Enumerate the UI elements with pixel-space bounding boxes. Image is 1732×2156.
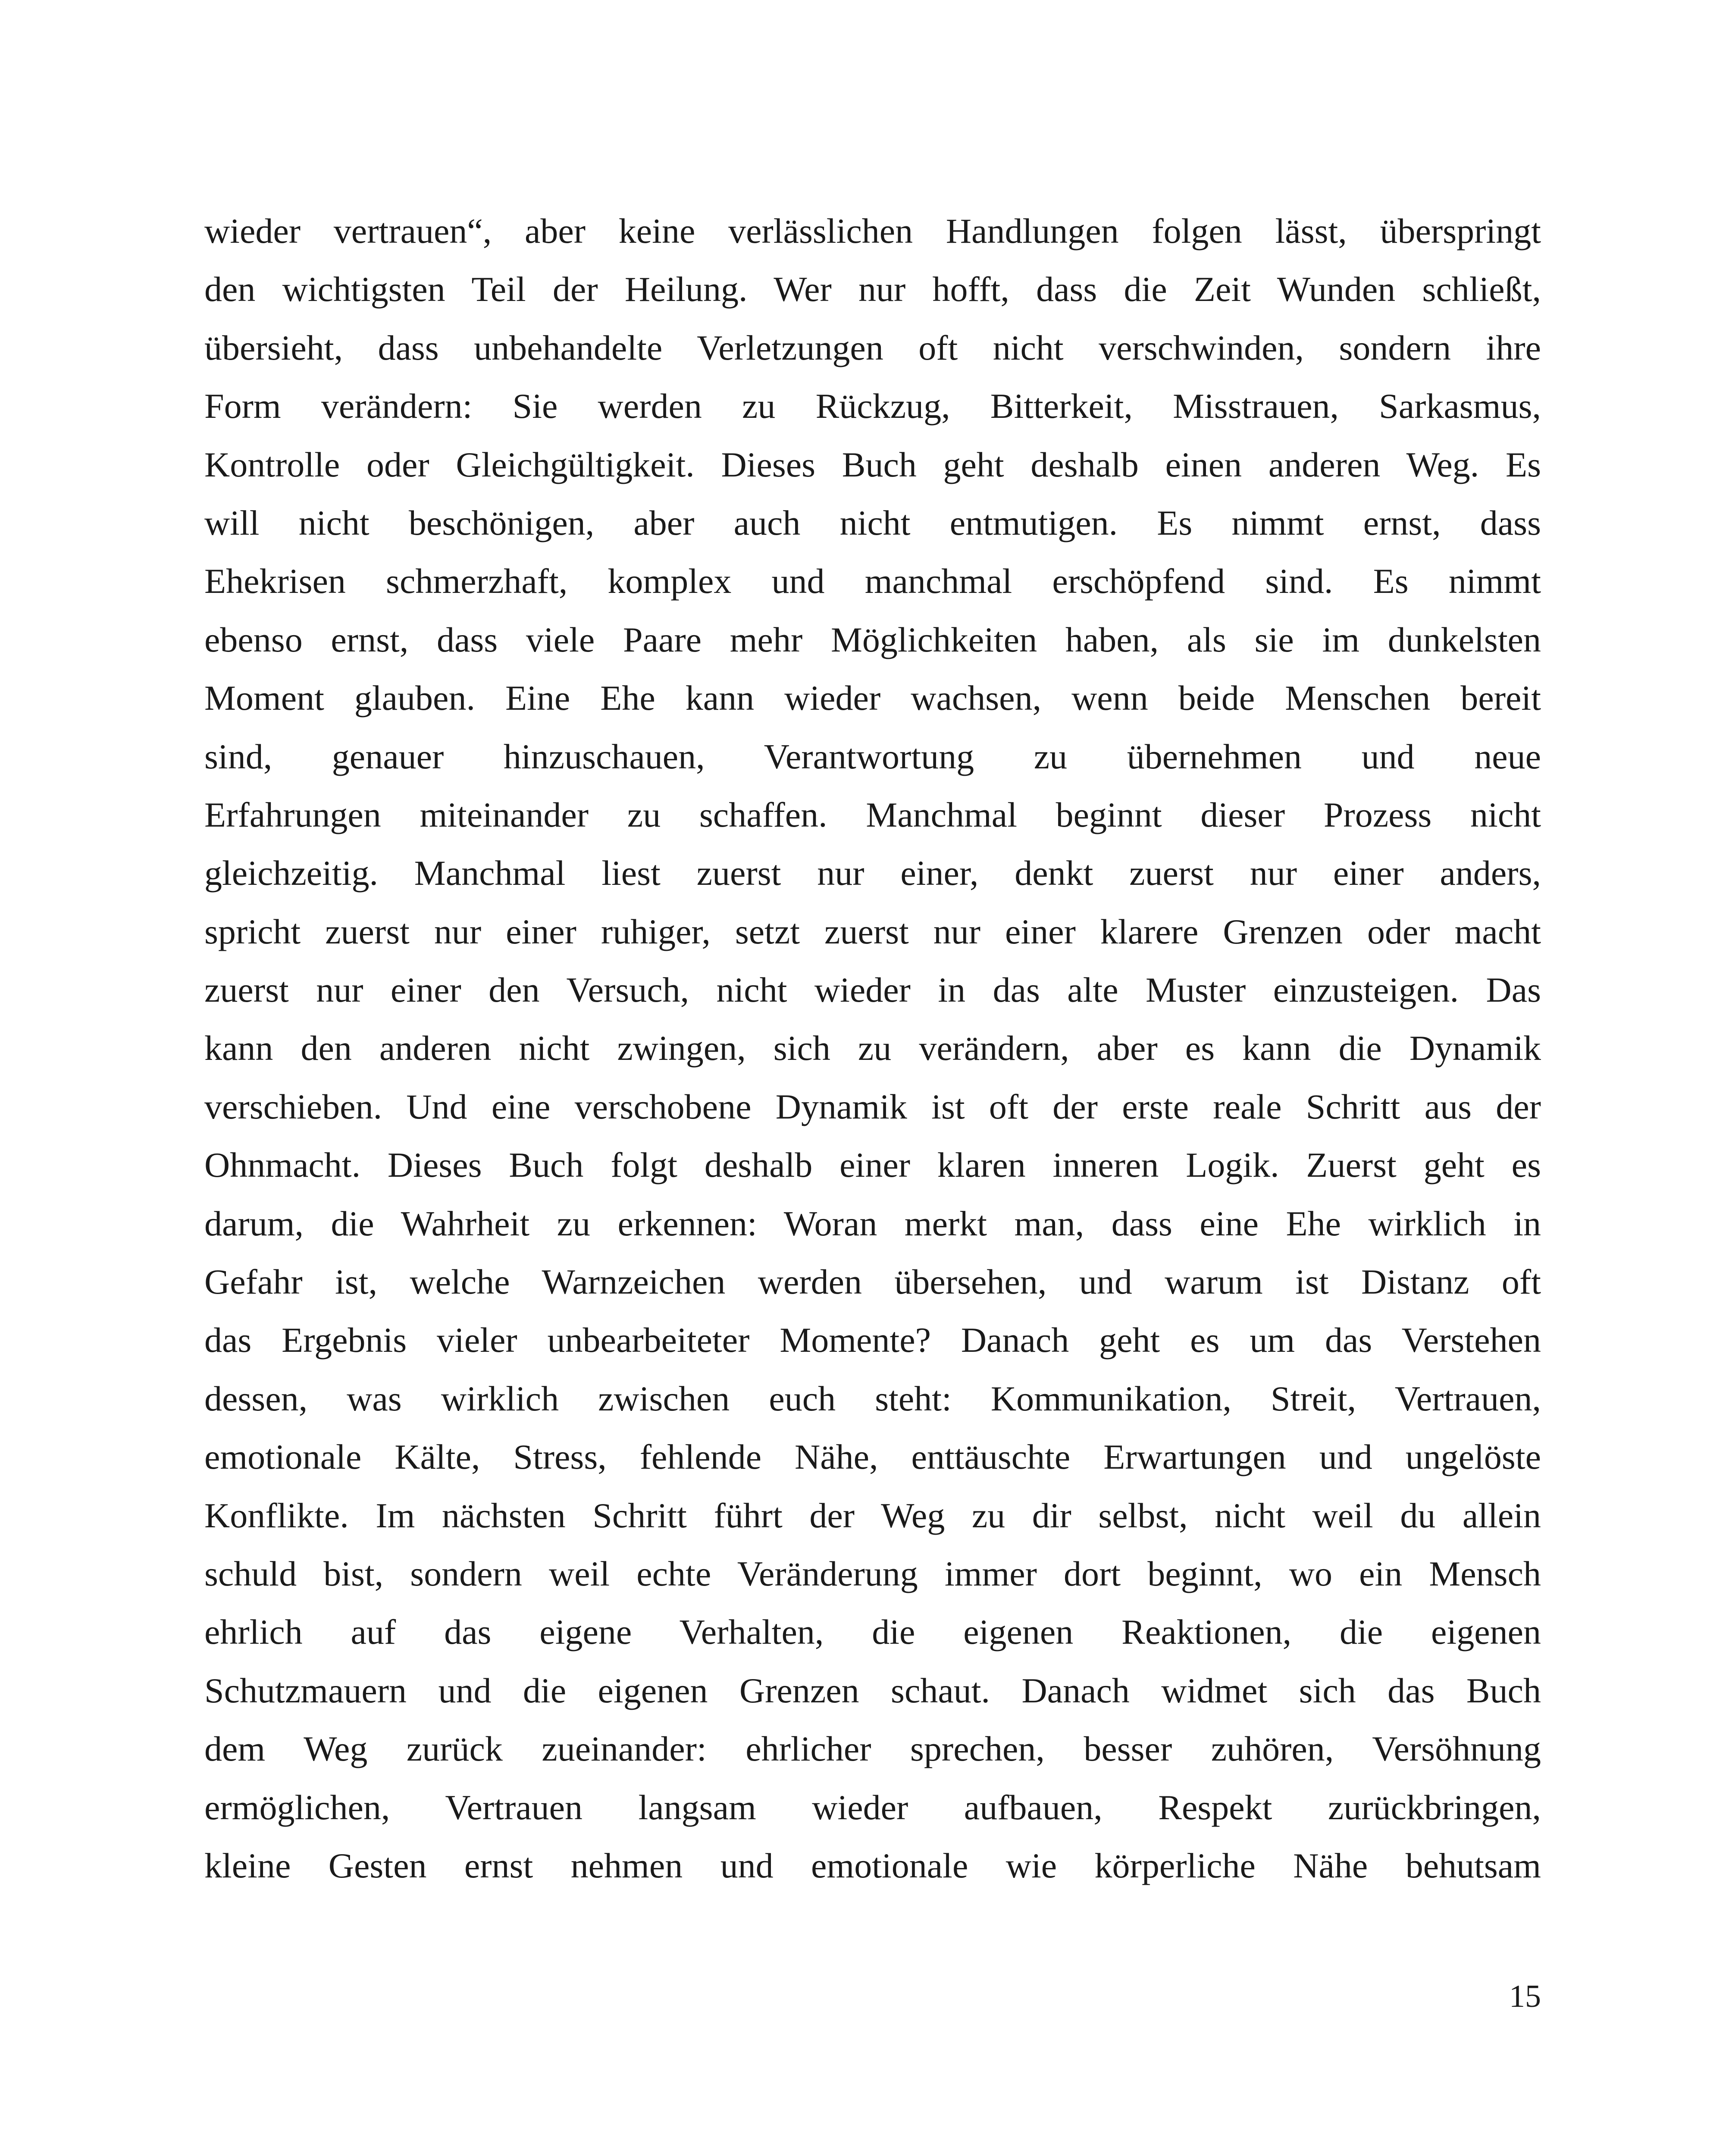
text-line: will nicht beschönigen, aber auch nicht entmutigen. Es nimmt ernst, dass	[204, 503, 1541, 542]
text-line: Ohnmacht. Dieses Buch folgt deshalb einer klaren inneren Logik. Zuerst geht es	[204, 1145, 1541, 1185]
text-line: den wichtigsten Teil der Heilung. Wer nur hofft, dass die Zeit Wunden schließt,	[204, 270, 1541, 309]
text-line: Moment glauben. Eine Ehe kann wieder wachsen, wenn beide Menschen bereit	[204, 678, 1541, 718]
text-line: dem Weg zurück zueinander: ehrlicher sprechen, besser zuhören, Versöhnung	[204, 1729, 1541, 1769]
body-paragraph	[204, 202, 1541, 1895]
text-line: Kontrolle oder Gleichgültigkeit. Dieses Buch geht deshalb einen anderen Weg. Es	[204, 445, 1541, 484]
text-line: gleichzeitig. Manchmal liest zuerst nur einer, denkt zuerst nur einer anders,	[204, 853, 1541, 893]
text-line: spricht zuerst nur einer ruhiger, setzt zuerst nur einer klarere Grenzen oder macht	[204, 912, 1541, 951]
text-line: emotionale Kälte, Stress, fehlende Nähe, enttäuschte Erwartungen und ungelöste	[204, 1437, 1541, 1477]
text-line: Form verändern: Sie werden zu Rückzug, Bitterkeit, Misstrauen, Sarkasmus,	[204, 386, 1541, 426]
text-line: zuerst nur einer den Versuch, nicht wieder in das alte Muster einzusteigen. Das	[204, 970, 1541, 1010]
page-number: 15	[1509, 1979, 1541, 2014]
text-line: übersieht, dass unbehandelte Verletzungen oft nicht verschwinden, sondern ihre	[204, 328, 1541, 367]
text-line: wieder vertrauen“, aber keine verlässlichen Handlungen folgen lässt, überspringt	[204, 211, 1541, 251]
text-line: Erfahrungen miteinander zu schaffen. Manchmal beginnt dieser Prozess nicht	[204, 795, 1541, 834]
text-line: dessen, was wirklich zwischen euch steht: Kommunikation, Streit, Vertrauen,	[204, 1379, 1541, 1418]
text-line: ehrlich auf das eigene Verhalten, die eigenen Reaktionen, die eigenen	[204, 1612, 1541, 1652]
text-line: Gefahr ist, welche Warnzeichen werden übersehen, und warum ist Distanz oft	[204, 1262, 1541, 1302]
text-line: darum, die Wahrheit zu erkennen: Woran merkt man, dass eine Ehe wirklich in	[204, 1203, 1541, 1243]
text-line: kann den anderen nicht zwingen, sich zu verändern, aber es kann die Dynamik	[204, 1028, 1541, 1068]
text-line: kleine Gesten ernst nehmen und emotionale wie körperliche Nähe behutsam	[204, 1846, 1541, 1885]
text-line: Ehekrisen schmerzhaft, komplex und manchmal erschöpfend sind. Es nimmt	[204, 561, 1541, 601]
text-line: schuld bist, sondern weil echte Veränderung immer dort beginnt, wo ein Mensch	[204, 1554, 1541, 1593]
text-line: Schutzmauern und die eigenen Grenzen schaut. Danach widmet sich das Buch	[204, 1670, 1541, 1710]
text-line: sind, genauer hinzuschauen, Verantwortung zu übernehmen und neue	[204, 736, 1541, 776]
text-line: ebenso ernst, dass viele Paare mehr Möglichkeiten haben, als sie im dunkelsten	[204, 620, 1541, 659]
text-line: Konflikte. Im nächsten Schritt führt der Weg zu dir selbst, nicht weil du allein	[204, 1495, 1541, 1535]
text-line: ermöglichen, Vertrauen langsam wieder aufbauen, Respekt zurückbringen,	[204, 1787, 1541, 1827]
text-line: das Ergebnis vieler unbearbeiteter Momente? Danach geht es um das Verstehen	[204, 1320, 1541, 1360]
text-line: verschieben. Und eine verschobene Dynamik ist oft der erste reale Schritt aus der	[204, 1087, 1541, 1126]
